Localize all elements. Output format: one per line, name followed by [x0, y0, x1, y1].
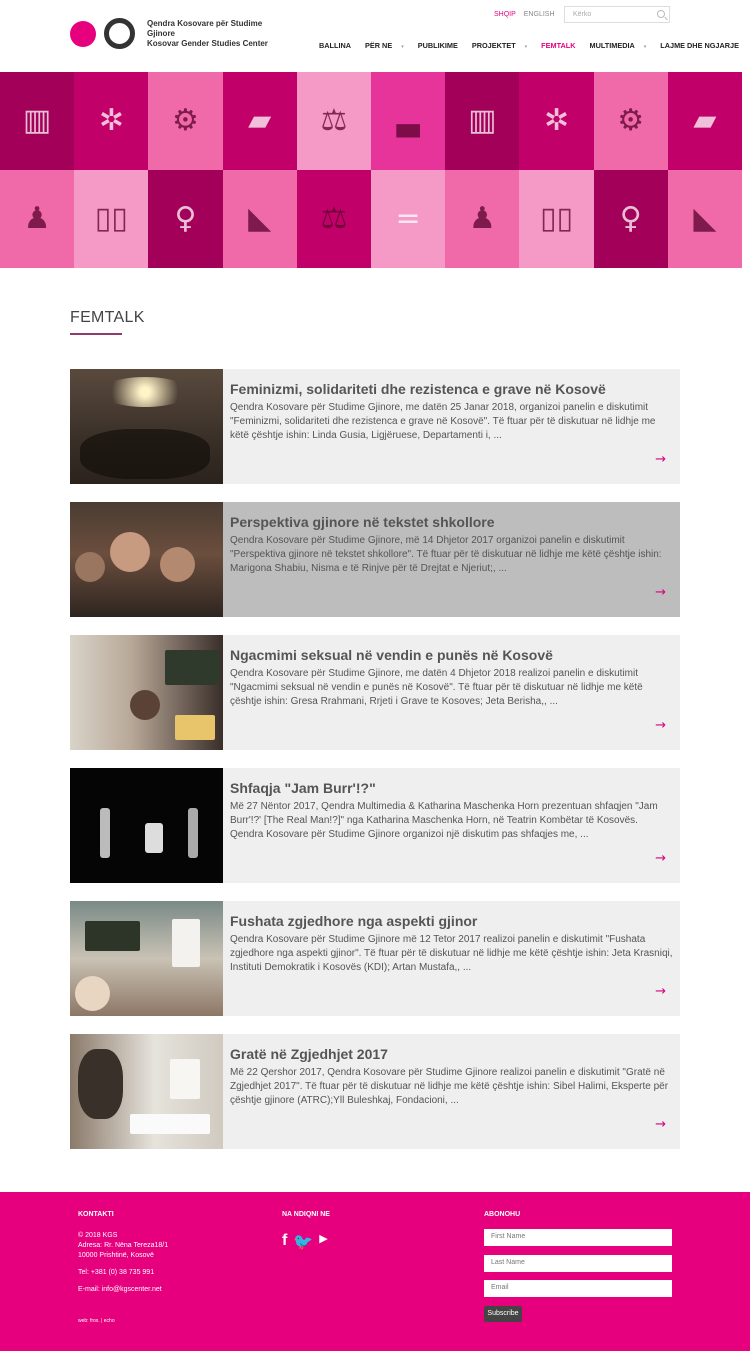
contact-heading: KONTAKTI — [78, 1211, 114, 1218]
equal-sign-icon: = — [395, 201, 421, 236]
copyright: © 2018 KGS — [78, 1232, 118, 1239]
nav-publikime[interactable] — [418, 41, 465, 50]
logo-dot-icon — [70, 21, 96, 47]
article-title[interactable]: Fushata zgjedhore nga aspekti gjinor — [230, 913, 478, 929]
female-symbol-icon: ♀ — [619, 201, 642, 236]
lang-english[interactable]: ENGLISH — [523, 11, 555, 18]
article-body — [230, 514, 673, 576]
nav-multimedia[interactable] — [590, 41, 654, 50]
youtube-icon[interactable]: ▶ — [319, 1233, 328, 1245]
site-credit: web: frox. | echo — [78, 1318, 115, 1324]
article-excerpt: Qendra Kosovare për Studime Gjinore, me datën 25 Janar 2018, organizoi panelin e diskutimit "Feminizmi, solidariteti dhe rezistenca e grave në Kosovë". Të ftuar për të diskutuar në lidhje me këtë çështje ishin: Linda Gusia, Ligjëruese, Departamenti i, ... — [230, 402, 656, 441]
people-icon: ♟ — [468, 201, 496, 236]
article-title[interactable]: Feminizmi, solidariteti dhe rezistenca e grave në Kosovë — [230, 381, 606, 397]
high-heel-icon: ◣ — [248, 201, 272, 236]
female-symbol-icon: ♀ — [174, 201, 197, 236]
search-icon[interactable] — [657, 10, 665, 18]
article-title[interactable]: Shfaqja "Jam Burr'!?" — [230, 780, 376, 796]
email-input[interactable] — [484, 1280, 672, 1297]
first-name-input[interactable] — [484, 1229, 672, 1246]
banner-tile — [445, 170, 519, 268]
nav-per-ne[interactable] — [365, 41, 411, 50]
search-input[interactable] — [564, 6, 670, 23]
input-placeholder: Last Name — [491, 1259, 525, 1266]
arrow-right-icon[interactable]: → — [655, 984, 666, 999]
scale-icon: ⚖ — [320, 201, 348, 236]
banner-tile — [668, 72, 742, 170]
crowd-icon: ▃ — [396, 103, 420, 138]
banner-tile — [297, 72, 371, 170]
nav-lajme[interactable] — [660, 41, 746, 50]
site-header — [0, 0, 750, 72]
page-title: FEMTALK — [70, 309, 145, 326]
article-thumbnail[interactable] — [70, 768, 223, 883]
chevron-down-icon: ▾ — [401, 44, 404, 50]
logo-text-line2: Kosovar Gender Studies Center — [147, 38, 268, 48]
banner-tile — [519, 72, 593, 170]
article-excerpt: Më 22 Qershor 2017, Qendra Kosovare për Studime Gjinore realizoi panelin e diskutimit "Gratë në Zgjedhjet 2017". Të ftuar për të diskutuar në lidhje me këtë çështje ishin: Sibel Halimi, Eksperte për çështje gjinore (ATRC);Yll Buleshkaj, Fondacioni, ... — [230, 1067, 669, 1106]
article-title[interactable]: Ngacmimi seksual në vendin e punës në Kosovë — [230, 647, 553, 663]
article-card[interactable] — [70, 768, 680, 883]
site-logo[interactable] — [70, 18, 277, 49]
nav-label: PUBLIKIME — [417, 41, 458, 50]
banner-tile — [297, 170, 371, 268]
logo-text-line1: Qendra Kosovare për Studime Gjinore — [147, 18, 263, 38]
article-body — [230, 381, 673, 443]
article-card[interactable] — [70, 502, 680, 617]
arrow-right-icon[interactable]: → — [655, 1117, 666, 1132]
article-thumbnail[interactable] — [70, 901, 223, 1016]
nav-label: PËR NE — [365, 41, 393, 50]
logo-ring-icon — [104, 18, 135, 49]
lang-shqip[interactable]: SHQIP — [494, 11, 516, 18]
contact-info — [78, 1231, 168, 1295]
banner-tile — [594, 72, 668, 170]
projector-icon: ⚙ — [617, 103, 645, 138]
nav-projektet[interactable] — [472, 41, 534, 50]
article-card[interactable] — [70, 1034, 680, 1149]
nav-label: MULTIMEDIA — [589, 41, 635, 50]
people-icon: ♟ — [23, 201, 51, 236]
input-placeholder: Email — [491, 1284, 509, 1291]
article-body — [230, 780, 673, 842]
main-nav — [319, 41, 750, 50]
arrow-right-icon[interactable]: → — [655, 585, 666, 600]
article-body — [230, 1046, 673, 1108]
article-thumbnail[interactable] — [70, 369, 223, 484]
chevron-down-icon: ▾ — [524, 44, 528, 50]
follow-heading: NA NDIQNI NE — [282, 1211, 330, 1218]
nav-ballina[interactable] — [319, 41, 358, 50]
banner-tile — [74, 72, 148, 170]
banner-tile — [74, 170, 148, 268]
banner-tile — [0, 72, 74, 170]
subscribe-heading: ABONOHU — [484, 1211, 521, 1218]
hero-banner — [0, 72, 742, 268]
article-card[interactable] — [70, 369, 680, 484]
article-thumbnail[interactable] — [70, 502, 223, 617]
banner-tile — [371, 170, 445, 268]
glasses-icon: ▯▯ — [94, 201, 128, 236]
article-body — [230, 647, 673, 709]
article-excerpt: Qendra Kosovare për Studime Gjinore, me datën 4 Dhjetor 2018 realizoi panelin e diskutimit "Ngacmimi seksual në vendin e punës në Kosovë". Të ftuar për të diskutuar në lidhje me këtë çështje ishin: Gresa Rrahmani, Rrjeti i Grave te Kosoves; Jeta Berisha,, ... — [230, 668, 643, 707]
chevron-down-icon: ▾ — [643, 44, 647, 50]
banner-tile — [668, 170, 742, 268]
building-icon: ▥ — [468, 103, 497, 138]
nav-label: LAJME DHE NGJARJE — [660, 41, 739, 50]
address-line2: 10000 Prishtinë, Kosovë — [78, 1252, 154, 1259]
arrow-right-icon[interactable]: → — [655, 718, 666, 733]
article-title[interactable]: Gratë në Zgjedhjet 2017 — [230, 1046, 388, 1062]
twitter-icon[interactable]: 🐦 — [293, 1234, 314, 1251]
folder-icon: ▰ — [248, 103, 272, 138]
projector-icon: ⚙ — [172, 103, 199, 138]
scale-icon: ⚖ — [320, 103, 348, 138]
article-body — [230, 913, 673, 975]
input-placeholder: First Name — [491, 1233, 526, 1240]
last-name-input[interactable] — [484, 1255, 672, 1272]
facebook-icon[interactable]: f — [282, 1232, 288, 1249]
logo-text — [147, 19, 277, 49]
banner-tile — [148, 72, 222, 170]
banner-tile — [223, 72, 297, 170]
article-thumbnail[interactable] — [70, 1034, 223, 1149]
address-line1: Adresa: Rr. Nëna Tereza18/1 — [78, 1242, 169, 1249]
arrow-right-icon[interactable]: → — [655, 851, 666, 866]
banner-tile — [148, 170, 222, 268]
high-heel-icon: ◣ — [693, 201, 717, 236]
banner-tile — [223, 170, 297, 268]
nav-label: FEMTALK — [541, 41, 576, 50]
language-switcher — [494, 11, 555, 18]
glasses-icon: ▯▯ — [539, 201, 573, 236]
arrow-right-icon[interactable]: → — [655, 452, 666, 467]
phone: Tel: +381 (0) 38 735 991 — [78, 1269, 155, 1276]
banner-tile — [0, 170, 74, 268]
article-excerpt: Më 27 Nëntor 2017, Qendra Multimedia & Katharina Maschenka Horn prezentuan shfaqjen "Jam Burr'!?' [The Real Man!?]" nga Katharina Maschenka Horn, në Teatrin Kombëtar të Kosovës. Qendra Kosovare për Studime Gjinore organizoi një diskutim pas shfaqjes me, ... — [230, 801, 658, 840]
email-link[interactable]: E-mail: info@kgscenter.net — [78, 1286, 162, 1293]
folder-icon: ▰ — [693, 103, 717, 138]
banner-tile — [445, 72, 519, 170]
article-title[interactable]: Perspektiva gjinore në tekstet shkollore — [230, 514, 495, 530]
article-excerpt: Qendra Kosovare për Studime Gjinore, më 14 Dhjetor 2017 organizoi panelin e diskutimit "Perspektiva gjinore në tekstet shkollore". Të ftuar për të diskutuar në lidhje me këtë çështje ishin: Marigona Shabiu, Nisma e të Rinjve për të Drejtat e Njeriut;, ... — [230, 535, 662, 574]
article-card[interactable] — [70, 635, 680, 750]
eu-stars-icon: ✲ — [98, 103, 124, 138]
building-icon: ▥ — [22, 103, 52, 138]
eu-stars-icon: ✲ — [543, 103, 570, 138]
banner-tile — [519, 170, 593, 268]
article-card[interactable] — [70, 901, 680, 1016]
subscribe-button[interactable]: Subscribe — [484, 1306, 522, 1322]
banner-tile — [371, 72, 445, 170]
article-excerpt: Qendra Kosovare për Studime Gjinore më 12 Tetor 2017 realizoi panelin e diskutimit "Fushata zgjedhore nga aspekti gjinor". Të ftuar për të diskutuar në lidhje me këtë çështje ishin: Jeta Krasniqi, Instituti Demokratik i Kosovës (KDI); Artan Mustafa,, ... — [230, 934, 673, 973]
search-placeholder: Kërko — [573, 11, 592, 18]
banner-tile — [594, 170, 668, 268]
nav-label: PROJEKTET — [471, 41, 516, 50]
nav-femtalk[interactable] — [541, 41, 582, 50]
social-links — [282, 1232, 328, 1252]
title-underline — [70, 333, 122, 335]
nav-label: BALLINA — [319, 41, 352, 50]
article-thumbnail[interactable] — [70, 635, 223, 750]
